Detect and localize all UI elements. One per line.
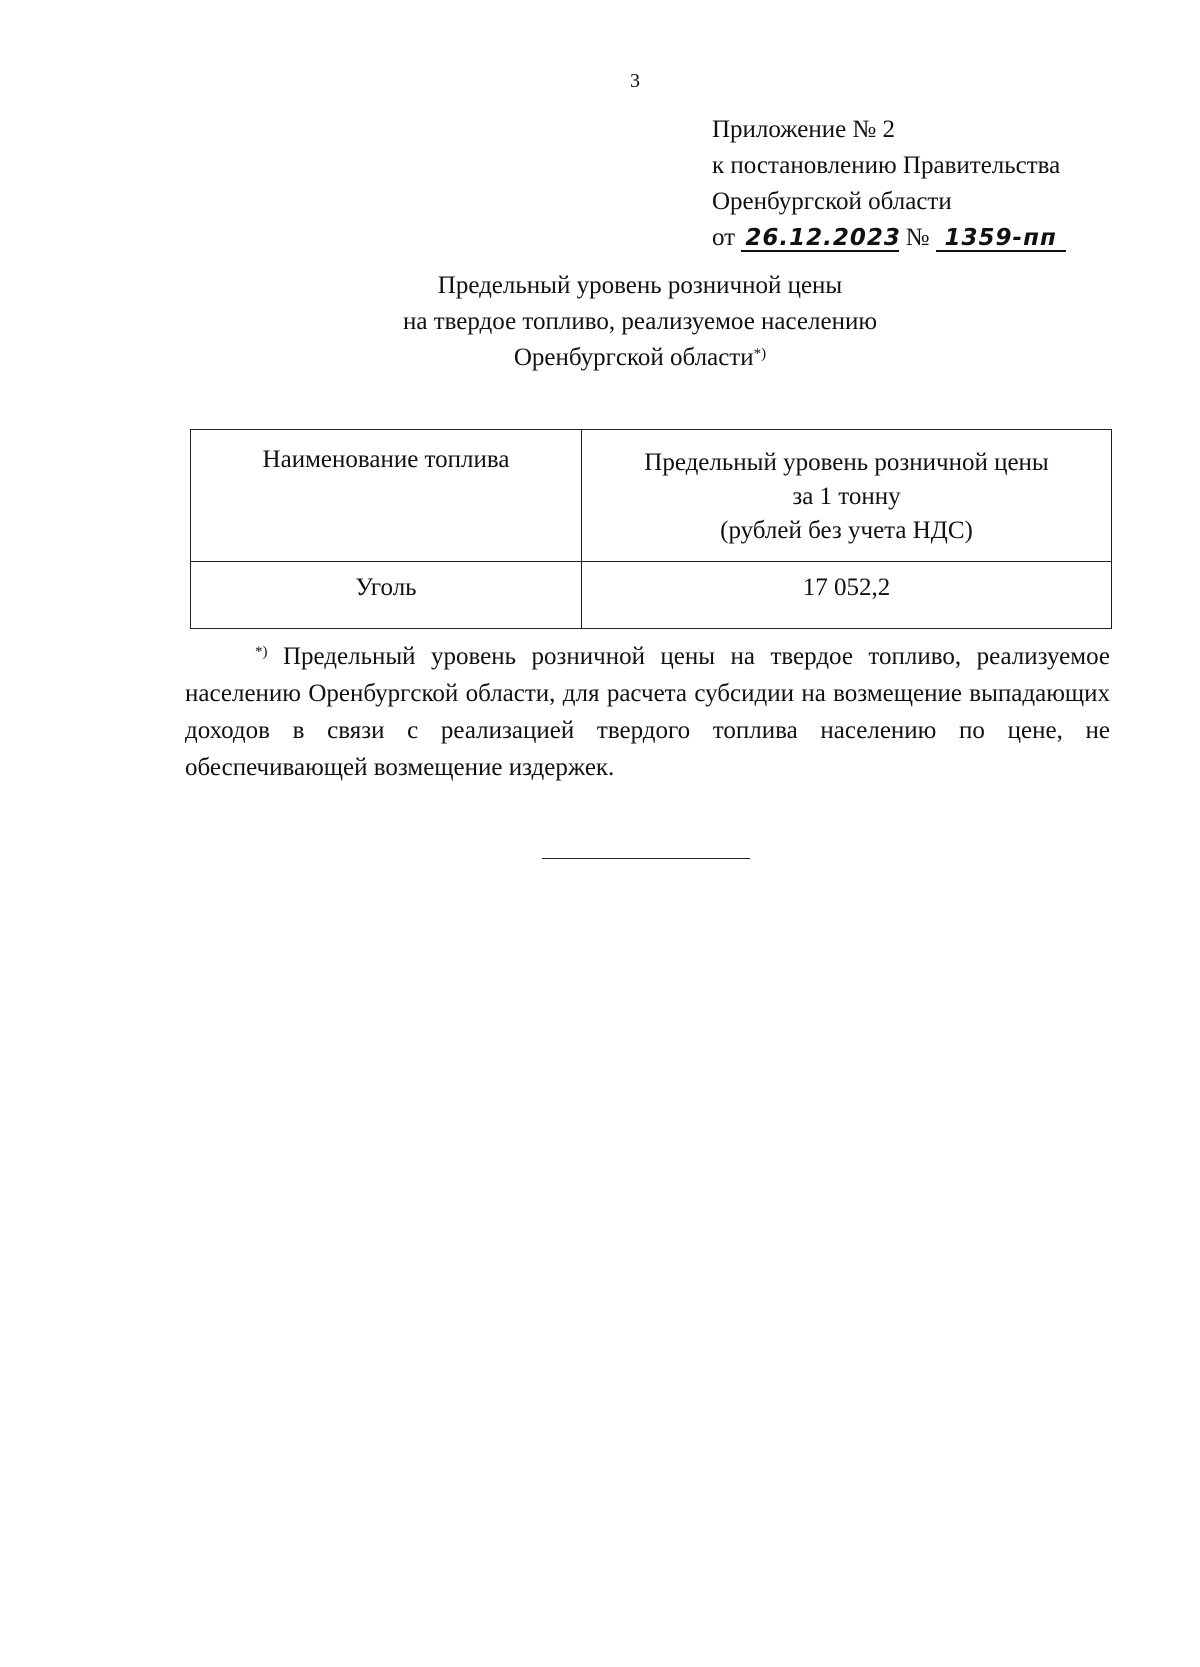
appendix-line-2: к постановлению Правительства [712,152,1061,179]
header-price-limit [582,430,1112,562]
title-footnote-mark: *) [753,346,767,362]
title-line-3-text: Оренбургской области [513,344,754,371]
price-table [190,429,1112,629]
title-line-2: на твердое топливо, реализуемое населению [402,308,878,335]
header-price-line-2: за 1 тонну [792,483,901,510]
end-separator-line [542,858,750,859]
appendix-line-3: Оренбургской области [712,188,952,215]
title-line-1: Предельный уровень розничной цены [437,272,843,299]
table-header-row [191,430,1112,562]
appendix-header [712,112,1066,256]
header-fuel-name: Наименование топлива [191,430,582,562]
footnote-text: Предельный уровень розничной цены на твердое топливо, реализуемое населению Оренбургской области, для расчета субсидии на возмещение выпадающих доходов в связи с реализацией твердого топлива населению по цене, не обеспечивающей возмещение издержек. [185,643,1110,781]
footnote [185,638,1110,786]
footnote-mark: *) [255,644,268,660]
handwritten-number: 1359-пп [936,226,1066,252]
page-number: 3 [630,70,640,92]
table-row [191,562,1112,629]
cell-fuel: Уголь [191,562,582,629]
handwritten-date: 26.12.2023 [741,226,899,252]
number-prefix: № [905,224,930,251]
appendix-line-4 [712,220,1066,256]
cell-price: 17 052,2 [582,562,1112,629]
title-line-3 [320,340,960,376]
document-title [320,268,960,376]
header-price-line-3: (рублей без учета НДС) [720,517,973,544]
date-prefix: от [712,224,736,251]
appendix-line-1: Приложение № 2 [712,116,896,143]
header-price-line-1: Предельный уровень розничной цены [644,449,1049,476]
